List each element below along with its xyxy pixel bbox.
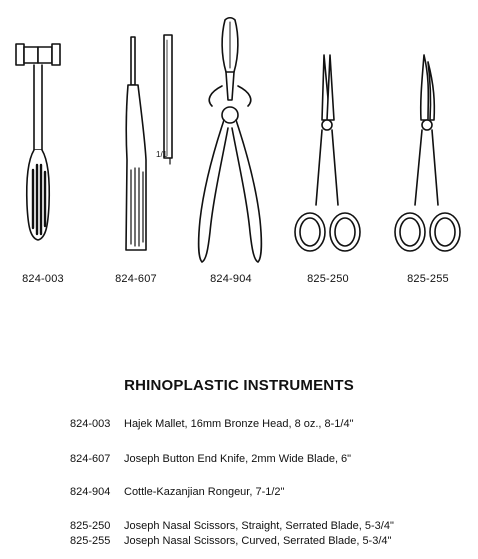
straight-scissors-illustration — [295, 55, 360, 251]
catalog-description: Hajek Mallet, 16mm Bronze Head, 8 oz., 8-1/4" — [124, 418, 354, 430]
page-title: RHINOPLASTIC INSTRUMENTS — [124, 377, 354, 394]
catalog-description: Cottle-Kazanjian Rongeur, 7-1/2" — [124, 486, 285, 498]
instrument-code-rongeur: 824-904 — [210, 273, 252, 285]
instrument-code-knife: 824-607 — [115, 273, 157, 285]
instrument-code-curved-scissors: 825-255 — [407, 273, 449, 285]
rongeur-illustration — [199, 18, 262, 262]
catalog-code: 824-003 — [70, 418, 111, 430]
catalog-code: 824-607 — [70, 453, 111, 465]
curved-scissors-illustration — [395, 55, 460, 251]
knife-illustration — [126, 35, 172, 250]
catalog-code: 825-250 — [70, 520, 111, 532]
scale-mark: 1/1 — [156, 150, 168, 159]
instrument-code-straight-scissors: 825-250 — [307, 273, 349, 285]
catalog-description: Joseph Nasal Scissors, Curved, Serrated Blade, 5-3/4" — [124, 535, 392, 547]
mallet-illustration — [16, 44, 60, 240]
catalog-code: 825-255 — [70, 535, 111, 547]
catalog-description: Joseph Button End Knife, 2mm Wide Blade, 6" — [124, 453, 352, 465]
instrument-code-mallet: 824-003 — [22, 273, 64, 285]
catalog-code: 824-904 — [70, 486, 111, 498]
catalog-description: Joseph Nasal Scissors, Straight, Serrated Blade, 5-3/4" — [124, 520, 394, 532]
